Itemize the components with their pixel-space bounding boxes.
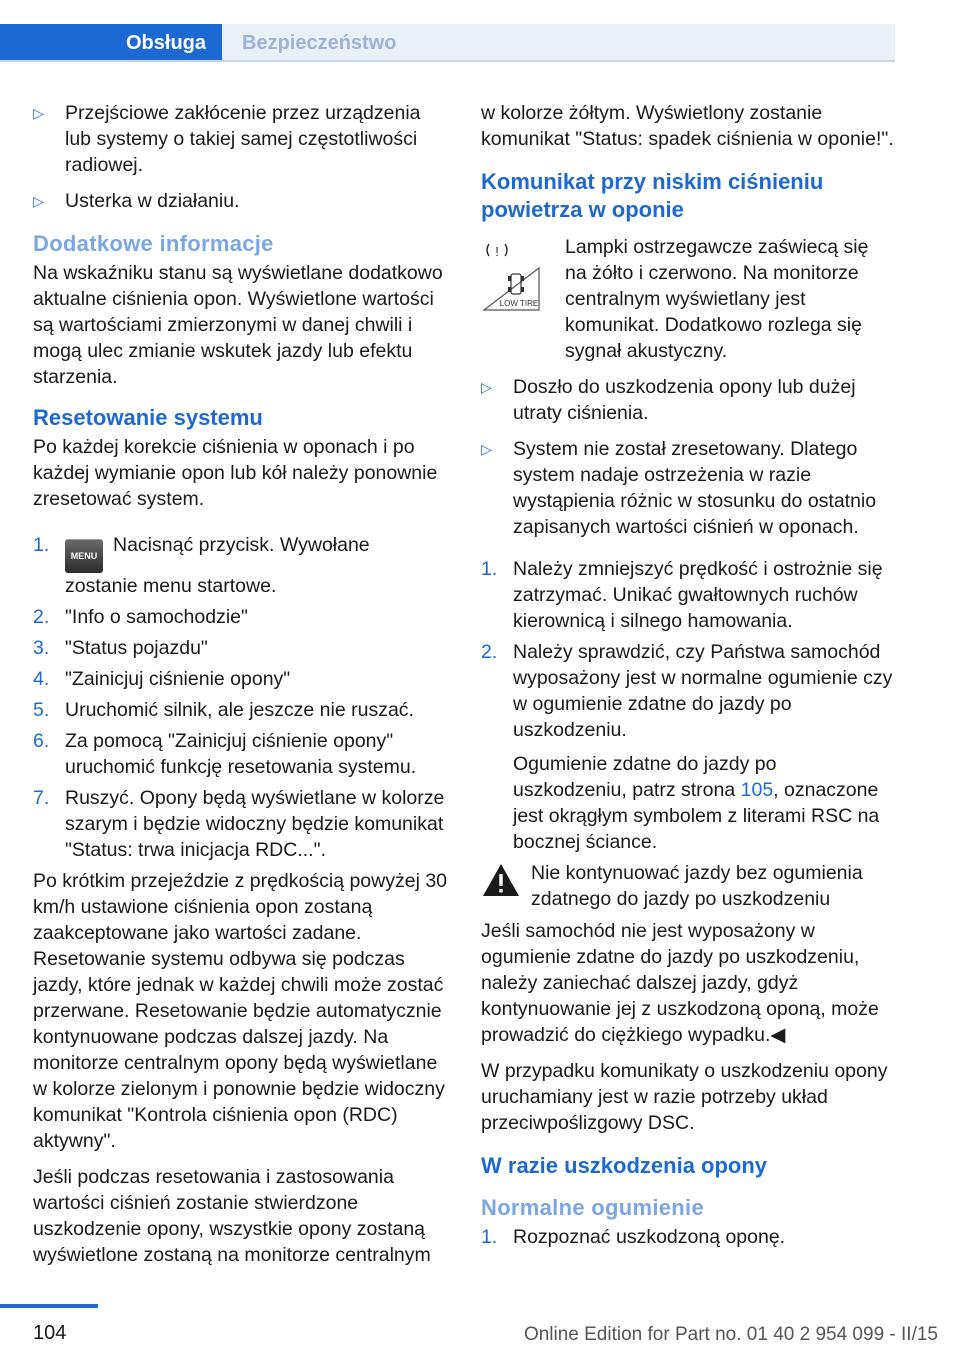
low-pressure-block	[481, 234, 895, 364]
header-tabs	[0, 24, 895, 62]
list-item: ▷ System nie został zresetowany. Dlatego system nadaje ostrzeżenia w razie wystąpienia różnic w stosunku do ostatnio zapisanych wartości ciśnień w oponach.	[481, 438, 877, 538]
left-column	[33, 100, 447, 1278]
header-rule	[0, 60, 895, 62]
triangle-bullet-icon: ▷	[33, 105, 44, 121]
list-item: 1. Należy zmniejszyć prędkość i ostrożnie się zatrzymać. Unikać gwałtownych ruchów kierownicą i silnego hamowania.	[481, 558, 883, 632]
paragraph: Lampki ostrzegawcze zaświecą się na żółto i czerwono. Na monitorze centralnym wyświetlany jest komunikat. Dodatkowo rozlega się sygnał akustyczny.	[565, 236, 869, 362]
low-pressure-steps	[481, 556, 895, 855]
list-item: 1. Rozpoznać uszkodzoną oponę.	[481, 1226, 786, 1248]
bullet-list	[33, 100, 447, 214]
paragraph: Na wskaźniku stanu są wyświetlane dodatkowo aktualne ciśnienia opon. Wyświetlone wartości są wartościami zmierzonymi w danej chwili i mogą ulec zmianie wskutek jazdy lub efektu starzenia.	[33, 262, 443, 388]
step-note: Ogumienie zdatne do jazdy po uszkodzeniu, patrz strona 105, oznaczone jest okrągłym symbolem z literami RSC na bocznej ściance.	[513, 753, 880, 853]
paragraph: W przypadku komunikaty o uszkodzeniu opony uruchamiany jest w razie potrzeby układ przeciwpoślizgowy DSC.	[481, 1060, 888, 1134]
list-item: 5. Uruchomić silnik, ale jeszcze nie ruszać.	[33, 699, 414, 721]
list-item: 4. "Zainicjuj ciśnienie opony"	[33, 668, 291, 690]
triangle-bullet-icon: ▷	[481, 379, 492, 395]
list-item: 1. MENU Nacisnąć przycisk. Wywołane zostanie menu startowe.	[33, 534, 370, 597]
triangle-bullet-icon: ▷	[33, 193, 44, 209]
bullet-list	[481, 374, 895, 540]
heading-normal-tires: Normalne ogumienie	[481, 1195, 704, 1220]
triangle-bullet-icon: ▷	[481, 441, 492, 457]
footer-rule	[0, 1304, 98, 1308]
list-item: ▷ Usterka w działaniu.	[33, 190, 240, 212]
warning-triangle-icon	[481, 862, 521, 898]
right-column	[481, 100, 895, 1255]
paragraph: Po krótkim przejeździe z prędkością powyżej 30 km/h ustawione ciśnienia opon zostaną zaakceptowane jako wartości zadane. Resetowanie systemu odbywa się podczas jazdy, które jednak w każdej chwili może zostać przerwane. Resetowanie będzie automatycznie kontynuowane podczas dalszej jazdy. Na monitorze centralnym opony będą wyświetlane w kolorze zielonym i ponownie będzie widoczny komunikat "Kontrola ciśnienia opon (RDC) aktywny".	[33, 870, 448, 1152]
paragraph: Po każdej korekcie ciśnienia w oponach i po każdej wymianie opon lub kół należy ponownie zresetować system.	[33, 436, 438, 510]
low-tire-warning-icon	[481, 238, 547, 312]
heading-additional-info: Dodatkowe informacje	[33, 231, 274, 256]
heading-low-pressure: Komunikat przy niskim ciśnieniu powietrza w oponie	[481, 169, 824, 222]
paragraph: Jeśli podczas resetowania i zastosowania wartości ciśnień zostanie stwierdzone uszkodzenie opony, wszystkie opony zostaną wyświetlone zostaną na monitorze centralnym	[33, 1166, 431, 1266]
paragraph: Jeśli samochód nie jest wyposażony w ogumienie zdatne do jazdy po uszkodzeniu, należy zaniechać dalszej jazdy, gdyż kontynuowanie jej z uszkodzoną oponą, może prowadzić do ciężkiego wypadku.◀	[481, 920, 879, 1046]
page-link[interactable]: 105	[740, 779, 774, 801]
menu-button-icon: MENU	[65, 539, 103, 573]
list-item: 6. Za pomocą "Zainicjuj ciśnienie opony" uruchomić funkcję resetowania systemu.	[33, 730, 417, 778]
list-item: 2. "Info o samochodzie"	[33, 606, 248, 628]
edition-footer: Online Edition for Part no. 01 40 2 954 099 - II/15	[523, 1324, 938, 1345]
warning-block: Nie kontynuować jazdy bez ogumienia zdatnego do jazdy po uszkodzeniu	[481, 860, 895, 912]
paragraph: w kolorze żółtym. Wyświetlony zostanie komunikat "Status: spadek ciśnienia w oponie!".	[481, 102, 894, 150]
svg-text:!: !	[495, 244, 499, 259]
reset-steps	[33, 532, 447, 863]
heading-tire-damage: W razie uszkodzenia opony	[481, 1153, 768, 1178]
list-item: 2. Należy sprawdzić, czy Państwa samochód wyposażony jest w normalne ogumienie czy w ogumienie zdatne do jazdy po uszkodzeniu. Ogumienie zdatne do jazdy po uszkodzeniu, patrz strona 105, oznaczone jest okrągłym symbolem z literami RSC na bocznej ściance.	[481, 639, 895, 855]
tab-bezpieczenstwo[interactable]: Bezpieczeństwo	[222, 24, 895, 62]
svg-text:LOW TIRE: LOW TIRE	[499, 299, 539, 308]
tab-obsluga[interactable]: Obsługa	[0, 24, 222, 62]
normal-tire-steps	[481, 1224, 895, 1250]
list-item: ▷ Doszło do uszkodzenia opony lub dużej utraty ciśnienia.	[481, 376, 856, 424]
list-item: 3. "Status pojazdu"	[33, 637, 208, 659]
heading-reset-system: Resetowanie systemu	[33, 405, 263, 430]
page-number: 104	[33, 1322, 67, 1344]
list-item: 7. Ruszyć. Opony będą wyświetlane w kolorze szarym i będzie widoczny będzie komunikat "Status: trwa inicjacja RDC...".	[33, 787, 445, 861]
list-item: ▷ Przejściowe zakłócenie przez urządzenia lub systemy o takiej samej częstotliwości radiowej.	[33, 102, 421, 176]
